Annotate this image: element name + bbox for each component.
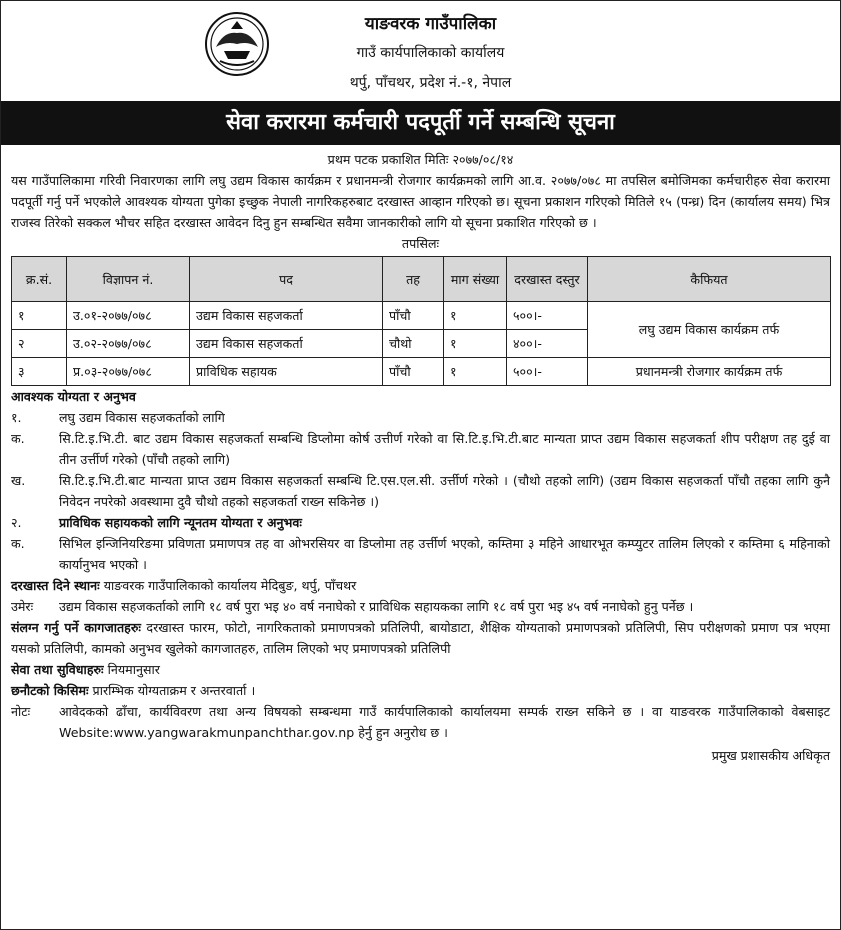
cell-sn: २ (12, 330, 67, 358)
selection-text: प्रारम्भिक योग्यताक्रम र अन्तरवार्ता । (92, 683, 256, 698)
vacancy-table (11, 256, 831, 386)
signature-title: प्रमुख प्रशासकीय अधिकृत (711, 748, 830, 763)
age-requirement (11, 596, 830, 617)
cell-post: प्राविधिक सहायक (190, 358, 383, 386)
item-number: क. (11, 536, 25, 551)
age-label: उमेरः (11, 599, 34, 614)
table-row (12, 358, 831, 386)
col-header-fee: दरखास्त दस्तुर (507, 257, 588, 302)
col-header-count: माग संख्या (444, 257, 507, 302)
cell-fee: ५००।- (507, 302, 588, 330)
place-label: दरखास्त दिने स्थानः (11, 578, 100, 593)
cell-count: १ (444, 302, 507, 330)
item-text: सिभिल इन्जिनियरिङमा प्रविणता प्रमाणपत्र तह वा ओभरसियर वा डिप्लोमा तह उर्त्तीर्ण भएको, कम्तिमा ३ महिने आधारभूत कम्प्युटर तालिम लिएको र कम्तिमा ६ महिनाको कार्यानुभव भएको । (59, 536, 830, 572)
qualifications-title: आवश्यक योग्यता र अनुभव (11, 389, 136, 404)
published-date: प्रथम पटक प्रकाशित मितिः २०७७/०८/१४ (327, 152, 514, 167)
facility-label: सेवा तथा सुविधाहरुः (11, 662, 104, 677)
cell-fee: ४००।- (507, 330, 588, 358)
selection-method (11, 680, 830, 701)
item-number: १. (11, 410, 22, 425)
cell-post: उद्यम विकास सहजकर्ता (190, 330, 383, 358)
service-facilities (11, 659, 830, 680)
letterhead (1, 1, 840, 101)
col-header-sn: क्र.सं. (12, 257, 67, 302)
cell-sn: १ (12, 302, 67, 330)
table-header-row (12, 257, 831, 302)
docs-label: संलग्न गर्नु पर्ने कागजातहरुः (11, 620, 141, 635)
col-header-level: तह (383, 257, 444, 302)
place-text: याङवरक गाउँपालिकाको कार्यालय मेदिबुङ, थर्पु, पाँचथर (103, 578, 357, 593)
col-header-ad-no: विज्ञापन नं. (67, 257, 190, 302)
cell-ad-no: उ.०२-२०७७/०७८ (67, 330, 190, 358)
col-header-remarks: कैफियत (588, 257, 831, 302)
notice-body (11, 149, 830, 766)
facility-text: नियमानुसार (107, 662, 160, 677)
item-text: सि.टि.इ.भि.टी.बाट मान्यता प्राप्त उद्यम विकास सहजकर्ता सम्बन्धि टि.एस.एल.सी. उर्त्तीर्ण गरेको । (चौथो तहको लागि) (उद्यम विकास सहजकर्ता पाँचौ तहका लागि कुनै निवेदन नपरेको अवस्थामा दुवै चौथो तहको सहजकर्ता राख्न सकिनेछ ।) (59, 473, 830, 509)
tapsil-label: तपसिलः (401, 236, 440, 251)
docs-text: दरखास्त फारम, फोटो, नागरिकताको प्रमाणपत्रको प्रतिलिपी, बायोडाटा, शैक्षिक योग्यताको प्रमाणपत्रको प्रतिलिपी, सिप परीक्षणको प्रमाण पत्र भएमा यसको प्रतिलिपी, कामको अनुभव खुलेको कागजातहरु, तालिम लिएको भए प्रमाणपत्रको प्रतिलिपी (11, 620, 830, 656)
list-item (11, 533, 830, 575)
required-documents (11, 617, 830, 659)
item-text: सि.टि.इ.भि.टी. बाट उद्यम विकास सहजकर्ता सम्बन्धि डिप्लोमा कोर्ष उत्तीर्ण गरेको वा सि.टि.इ.भि.टी.बाट मान्यता प्राप्त उद्यम विकास सहजकर्ता शीप परीक्षण तह दुई वा तीन उर्त्तीर्ण गरेको (पाँचौ तहको लागि) (59, 431, 830, 467)
cell-remark-1: लघु उद्यम विकास कार्यक्रम तर्फ (588, 302, 831, 358)
note (11, 701, 830, 743)
notice-banner: सेवा करारमा कर्मचारी पदपूर्ती गर्ने सम्बन्धि सूचना (1, 101, 840, 145)
cell-count: १ (444, 330, 507, 358)
item-text: प्राविधिक सहायकको लागि न्यूनतम योग्यता र अनुभवः (59, 515, 302, 530)
cell-fee: ५००।- (507, 358, 588, 386)
cell-ad-no: प्र.०३-२०७७/०७८ (67, 358, 190, 386)
municipality-title: याङवरक गाउँपालिका (364, 14, 497, 34)
cell-count: १ (444, 358, 507, 386)
cell-sn: ३ (12, 358, 67, 386)
cell-remark-2: प्रधानमन्त्री रोजगार कार्यक्रम तर्फ (588, 358, 831, 386)
item-number: ख. (11, 473, 26, 488)
list-item (11, 407, 830, 428)
intro-paragraph: यस गाउँपालिकामा गरिवी निवारणका लागि लघु उद्यम विकास कार्यक्रम र प्रधानमन्त्री रोजगार कार्यक्रमको लागि आ.व. २०७७/०७८ मा तपसिल बमोजिमका कर्मचारीहरु सेवा करारमा पदपूर्ती गर्नु पर्ने भएकोले आवश्यक योग्यता पुगेका इच्छुक नेपाली नागरिकहरुबाट दरखास्त आव्हान गरिएको छ। सूचना प्रकाशन गरिएको मितिले १५ (पन्ध्र) दिन (कार्यालय समय) भित्र राजस्व तिरेको सक्कल भौचर सहित दरखास्त आवेदन दिनु हुन सम्बन्धित सवैमा जानकारीको लागि यो सूचना प्रकाशित गरिएको छ । (11, 173, 830, 230)
list-item (11, 470, 830, 512)
cell-level: पाँचौ (383, 358, 444, 386)
note-text: आवेदकको ढाँचा, कार्यविवरण तथा अन्य विषयको सम्बन्धमा गाउँ कार्यपालिकाको कार्यालयमा सम्पर्क राख्न सकिने छ । वा याङवरक गाउँपालिकाको वेबसाइट Website:www.yangwarakmunpanchthar.gov.np हेर्नु हुन अनुरोध छ । (59, 704, 830, 740)
age-text: उद्यम विकास सहजकर्ताको लागि १८ वर्ष पुरा भइ ४० वर्ष ननाघेको र प्राविधिक सहायकका लागि १८ वर्ष पुरा भइ ४५ वर्ष ननाघेको हुनु पर्नेछ । (59, 599, 694, 614)
item-number: क. (11, 431, 25, 446)
office-address: थर्पु, पाँचथर, प्रदेश नं.-१, नेपाल (349, 75, 512, 91)
application-place (11, 575, 830, 596)
cell-post: उद्यम विकास सहजकर्ता (190, 302, 383, 330)
selection-label: छनौटको किसिमः (11, 683, 89, 698)
col-header-post: पद (190, 257, 383, 302)
item-number: २. (11, 515, 22, 530)
cell-level: पाँचौ (383, 302, 444, 330)
cell-level: चौथो (383, 330, 444, 358)
list-item (11, 512, 830, 533)
table-row (12, 302, 831, 330)
note-label: नोटः (11, 704, 31, 719)
item-text: लघु उद्यम विकास सहजकर्ताको लागि (59, 410, 225, 425)
list-item (11, 428, 830, 470)
office-subtitle: गाउँ कार्यपालिकाको कार्यालय (356, 45, 505, 61)
cell-ad-no: उ.०१-२०७७/०७८ (67, 302, 190, 330)
